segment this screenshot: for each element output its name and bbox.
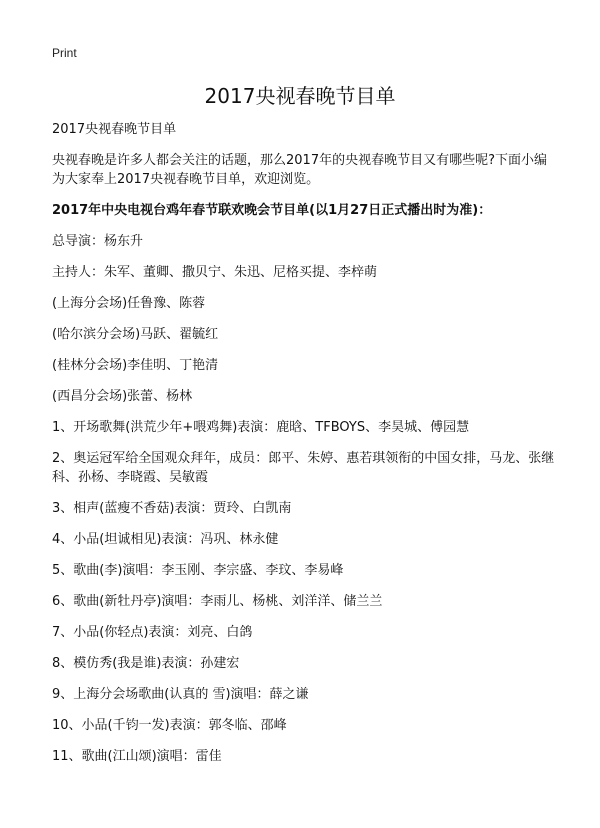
program-list	[52, 418, 556, 766]
program-item: 9、上海分会场歌曲(认真的 雪)演唱：薛之谦	[52, 687, 309, 702]
program-item: 8、模仿秀(我是谁)表演：孙建宏	[52, 656, 240, 671]
venue-item: (桂林分会场)李佳明、丁艳清	[52, 358, 219, 373]
program-heading: 2017年中央电视台鸡年春节联欢晚会节目单(以1月27日正式播出时为准)：	[52, 203, 492, 218]
print-link[interactable]: Print	[52, 46, 77, 60]
program-item: 6、歌曲(新牡丹亭)演唱：李雨儿、杨桃、刘洋洋、储兰兰	[52, 594, 383, 609]
intro-paragraph: 央视春晚是许多人都会关注的话题，那么2017年的央视春晚节目又有哪些呢?下面小编为大家奉上2017央视春晚节目单，欢迎浏览。	[52, 153, 547, 187]
venue-list	[52, 294, 556, 406]
program-item: 1、开场歌舞(洪荒少年+喂鸡舞)表演：鹿晗、TFBOYS、李昊城、傅园慧	[52, 420, 470, 435]
venue-item: (西昌分会场)张蕾、杨林	[52, 389, 193, 404]
venue-item: (上海分会场)任鲁豫、陈蓉	[52, 296, 206, 311]
program-item: 4、小品(坦诚相见)表演：冯巩、林永健	[52, 532, 279, 547]
program-item: 3、相声(蓝瘦不香菇)表演：贾玲、白凯南	[52, 501, 292, 516]
program-item: 7、小品(你轻点)表演：刘亮、白鸽	[52, 625, 253, 640]
page-title: 2017央视春晚节目单	[204, 84, 396, 108]
article-subtitle: 2017央视春晚节目单	[52, 122, 177, 137]
program-item: 10、小品(千钧一发)表演：郭冬临、邵峰	[52, 718, 287, 733]
program-item: 2、奥运冠军给全国观众拜年，成员：郎平、朱婷、惠若琪领衔的中国女排，马龙、张继科、孙杨、李晓霞、吴敏霞	[52, 451, 555, 485]
program-item: 11、歌曲(江山颂)演唱：雷佳	[52, 749, 222, 764]
hosts-line: 主持人：朱军、董卿、撒贝宁、朱迅、尼格买提、李梓萌	[52, 265, 378, 280]
program-item: 5、歌曲(李)演唱：李玉刚、李宗盛、李玟、李易峰	[52, 563, 344, 578]
article-body	[52, 120, 556, 766]
director-line: 总导演：杨东升	[52, 234, 144, 249]
venue-item: (哈尔滨分会场)马跃、翟毓红	[52, 327, 219, 342]
